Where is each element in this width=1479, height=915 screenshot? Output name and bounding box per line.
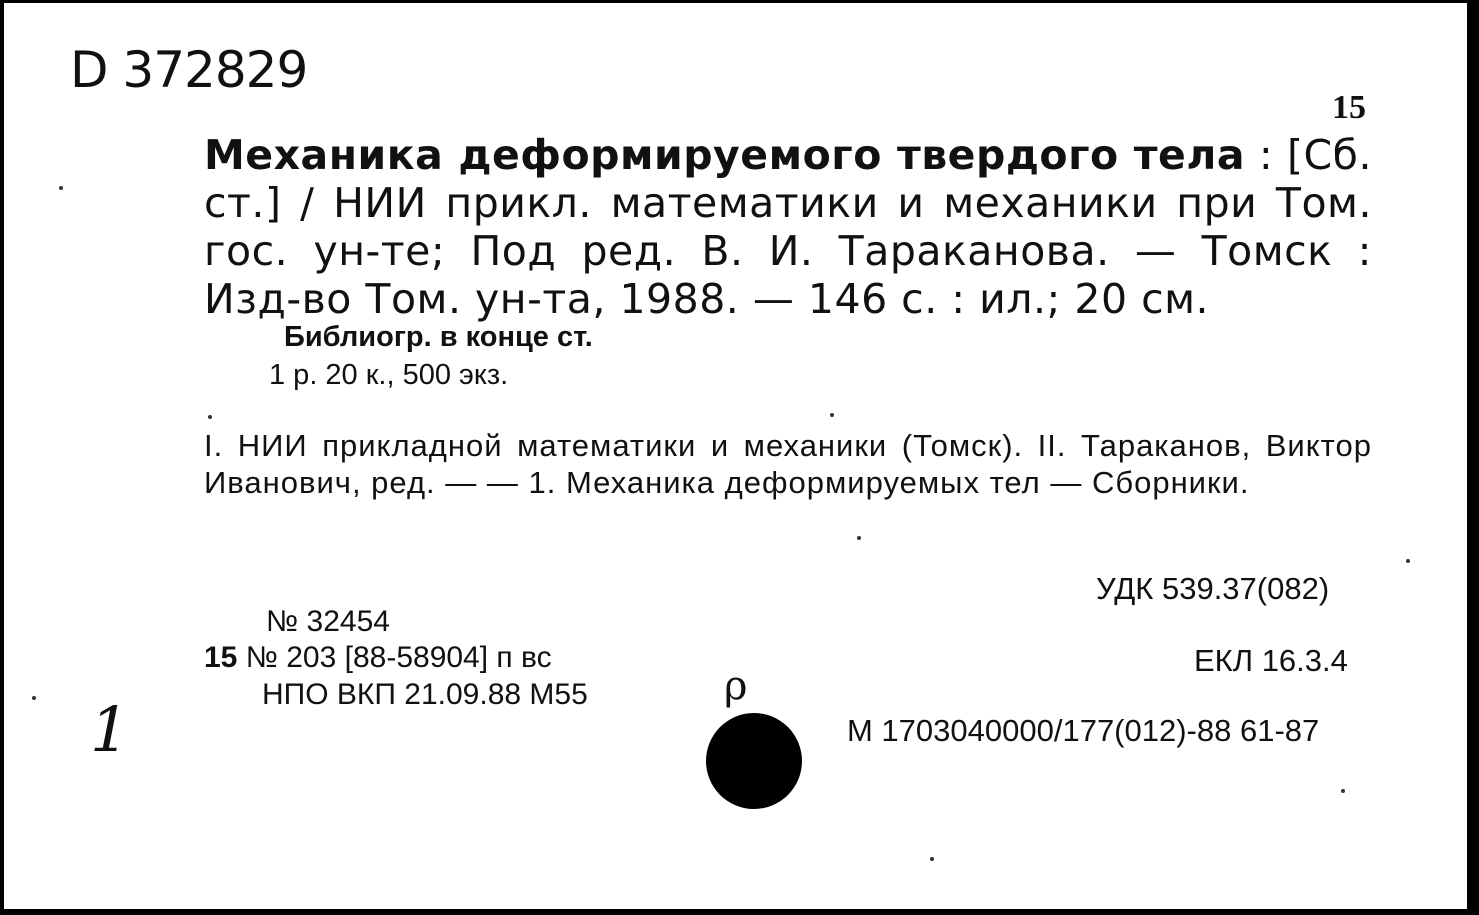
speck bbox=[930, 857, 934, 861]
order-details: № 203 [88-58904] п вс bbox=[245, 641, 552, 674]
printing-info: НПО ВКП 21.09.88 М55 bbox=[262, 678, 588, 711]
shelf-mark: D 372829 bbox=[70, 41, 308, 99]
catalog-code: М 1703040000/177(012)-88 61-87 bbox=[847, 713, 1320, 748]
handwritten-mark: 1 bbox=[90, 693, 130, 766]
price-note: 1 р. 20 к., 500 экз. bbox=[269, 359, 509, 391]
speck bbox=[857, 536, 861, 540]
speck bbox=[32, 696, 36, 700]
udk-code: УДК 539.37(082) bbox=[1096, 571, 1330, 606]
speck bbox=[59, 186, 63, 190]
bibliographic-description bbox=[204, 131, 1372, 323]
bibliography-note: Библиогр. в конце ст. bbox=[284, 321, 593, 353]
speck bbox=[830, 413, 834, 417]
hole-mark: ρ bbox=[724, 663, 748, 709]
order-prefix: 15 bbox=[204, 641, 238, 674]
card-number: 15 bbox=[1332, 89, 1366, 126]
punch-hole bbox=[706, 713, 802, 809]
speck bbox=[1341, 789, 1345, 793]
ekl-code: ЕКЛ 16.3.4 bbox=[1194, 643, 1348, 678]
order-line bbox=[204, 641, 552, 675]
book-title: Механика деформируемого твердого тела bbox=[204, 131, 1246, 179]
speck bbox=[1406, 559, 1410, 563]
accession-number: № 32454 bbox=[266, 605, 390, 638]
subject-tracing: I. НИИ прикладной математики и механики (Томск). II. Тараканов, Виктор Иванович, ред. — — 1. Механика деформируемых тел — Сборники. bbox=[204, 428, 1372, 500]
description-details: : [Сб. ст.] / НИИ прикл. математики и механики при Том. гос. ун-те; Под ред. В. И. Тараканова. — Томск : Изд-во Том. ун-та, 1988. — 146 с. : ил.; 20 см. bbox=[204, 131, 1372, 323]
speck bbox=[208, 415, 212, 419]
